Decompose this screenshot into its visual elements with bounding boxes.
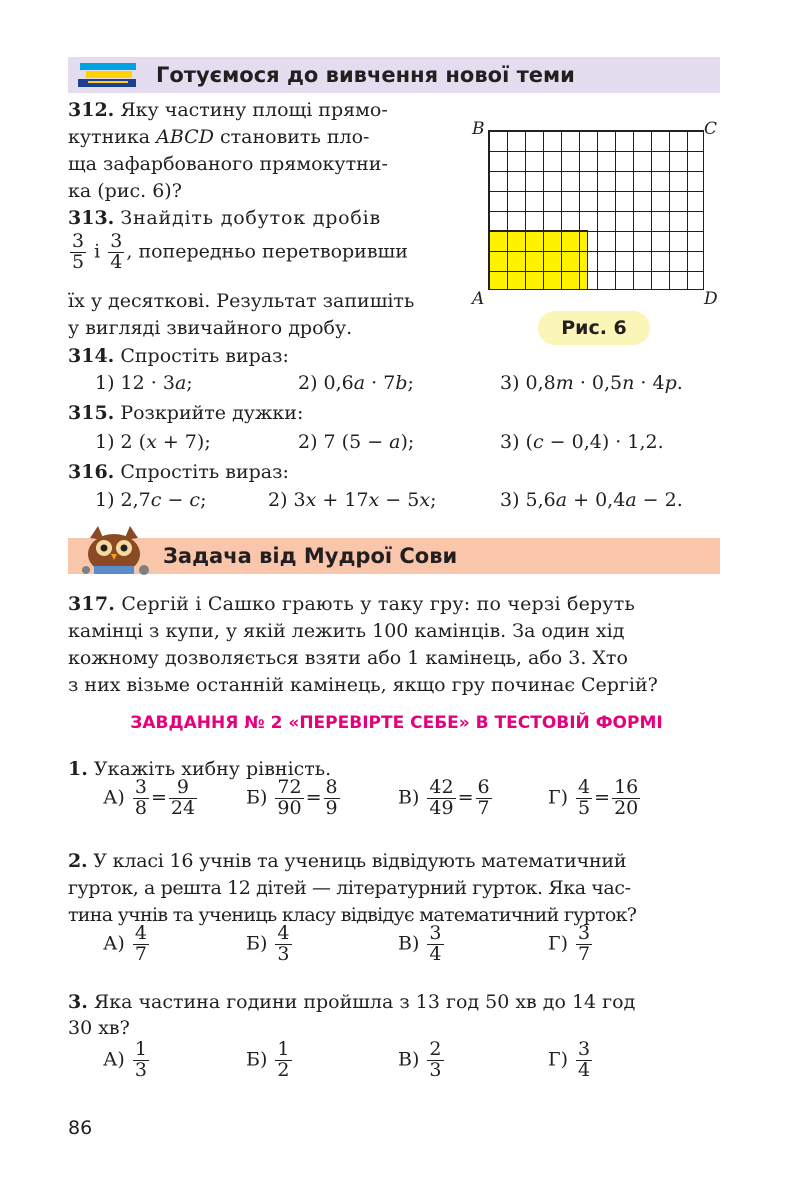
- fraction: $\frac{3}{5}$: [72, 230, 85, 273]
- test-title: ЗАВДАННЯ № 2 «ПЕРЕВІРТЕ СЕБЕ» В ТЕСТОВІЙ ФОРМІ: [130, 713, 663, 733]
- fraction: $\frac{3}{4}$: [110, 230, 123, 273]
- question-3-line2: 30 хв?: [68, 1017, 130, 1039]
- problem-316-option-3: 3) 5,6a + 0,4a − 2.: [500, 489, 683, 511]
- problem-312-line2: кутника ABCD становить пло-: [68, 126, 370, 148]
- figure-caption: Рис. 6: [538, 311, 650, 345]
- problem-313-line1: 313. Знайдіть добуток дробів: [68, 207, 382, 229]
- problem-315: 315. Розкрийте дужки:: [68, 402, 304, 424]
- problem-313-line4: у вигляді звичайного дробу.: [68, 317, 353, 339]
- problem-316-option-2: 2) 3x + 17x − 5x;: [268, 489, 437, 511]
- section-header-prepare: [68, 57, 720, 93]
- q1-option-v: В) $\frac{42}{49}$ = $\frac{6}{7}$: [398, 776, 490, 819]
- books-icon: [78, 62, 138, 88]
- section-title: Задача від Мудрої Сови: [163, 544, 458, 568]
- problem-314-option-3: 3) 0,8m · 0,5n · 4p.: [500, 372, 683, 394]
- question-2-line2: гурток, а решта 12 дітей — літературний гурток. Яка час-: [68, 877, 631, 899]
- problem-317-line4: з них візьме останній камінець, якщо гру починає Сергій?: [68, 674, 658, 696]
- problem-317-line3: кожному дозволяється взяти або 1 камінець, або 3. Хто: [68, 647, 628, 669]
- question-2-line1: 2. У класі 16 учнів та учениць відвідують математичний: [68, 850, 627, 872]
- vertex-c: C: [704, 119, 718, 139]
- question-3-line1: 3. Яка частина години пройшла з 13 год 50 хв до 14 год: [68, 991, 636, 1013]
- problem-317-line2: камінці з купи, у якій лежить 100 камінців. За один хід: [68, 620, 625, 642]
- q1-option-g: Г) $\frac{4}{5}$ = $\frac{16}{20}$: [548, 776, 639, 819]
- owl-icon: [74, 522, 156, 578]
- q2-option-v: В) $\frac{3}{4}$: [398, 922, 442, 965]
- question-2-line3: тина учнів та учениць класу відвідує математичний гурток?: [68, 904, 637, 926]
- q1-option-b: Б) $\frac{72}{90}$ = $\frac{8}{9}$: [246, 776, 338, 819]
- problem-315-option-1: 1) 2 (x + 7);: [95, 431, 211, 453]
- q2-option-b: Б) $\frac{4}{3}$: [246, 922, 290, 965]
- problem-312-line4: ка (рис. 6)?: [68, 180, 182, 202]
- section-title: Готуємося до вивчення нової теми: [156, 63, 575, 87]
- problem-314-option-2: 2) 0,6a · 7b;: [298, 372, 414, 394]
- section-header-owl: [68, 538, 720, 574]
- problem-number: 312.: [68, 99, 115, 121]
- problem-314: 314. Спростіть вираз:: [68, 345, 289, 367]
- question-1: 1. Укажіть хибну рівність.: [68, 758, 332, 780]
- problem-315-option-3: 3) (c − 0,4) · 1,2.: [500, 431, 664, 453]
- problem-315-option-2: 2) 7 (5 − a);: [298, 431, 415, 453]
- problem-314-option-1: 1) 12 · 3a;: [95, 372, 193, 394]
- q3-option-v: В) $\frac{2}{3}$: [398, 1038, 442, 1081]
- q3-option-b: Б) $\frac{1}{2}$: [246, 1038, 290, 1081]
- problem-312-line1: 312. Яку частину площі прямо-: [68, 99, 388, 121]
- problem-317-line1: 317. Сергій і Сашко грають у таку гру: по черзі беруть: [68, 593, 636, 615]
- vertex-a: A: [472, 289, 485, 309]
- q2-option-g: Г) $\frac{3}{7}$: [548, 922, 591, 965]
- page-number: 86: [68, 1117, 93, 1139]
- problem-313-line2: $\frac{3}{5}$ і $\frac{3}{4}$ , попередньо перетворивши: [72, 230, 408, 273]
- q3-option-a: А) $\frac{1}{3}$: [103, 1038, 147, 1081]
- q2-option-a: А) $\frac{4}{7}$: [103, 922, 147, 965]
- shaded-rectangle: [488, 230, 588, 290]
- problem-316: 316. Спростіть вираз:: [68, 461, 289, 483]
- problem-313-line3: їх у десяткові. Результат запишіть: [68, 290, 415, 312]
- vertex-b: B: [472, 119, 485, 139]
- q3-option-g: Г) $\frac{3}{4}$: [548, 1038, 591, 1081]
- vertex-d: D: [704, 289, 718, 309]
- q1-option-a: А) $\frac{3}{8}$ = $\frac{9}{24}$: [103, 776, 196, 819]
- problem-312-line3: ща зафарбованого прямокутни-: [68, 153, 388, 175]
- problem-316-option-1: 1) 2,7c − c;: [95, 489, 207, 511]
